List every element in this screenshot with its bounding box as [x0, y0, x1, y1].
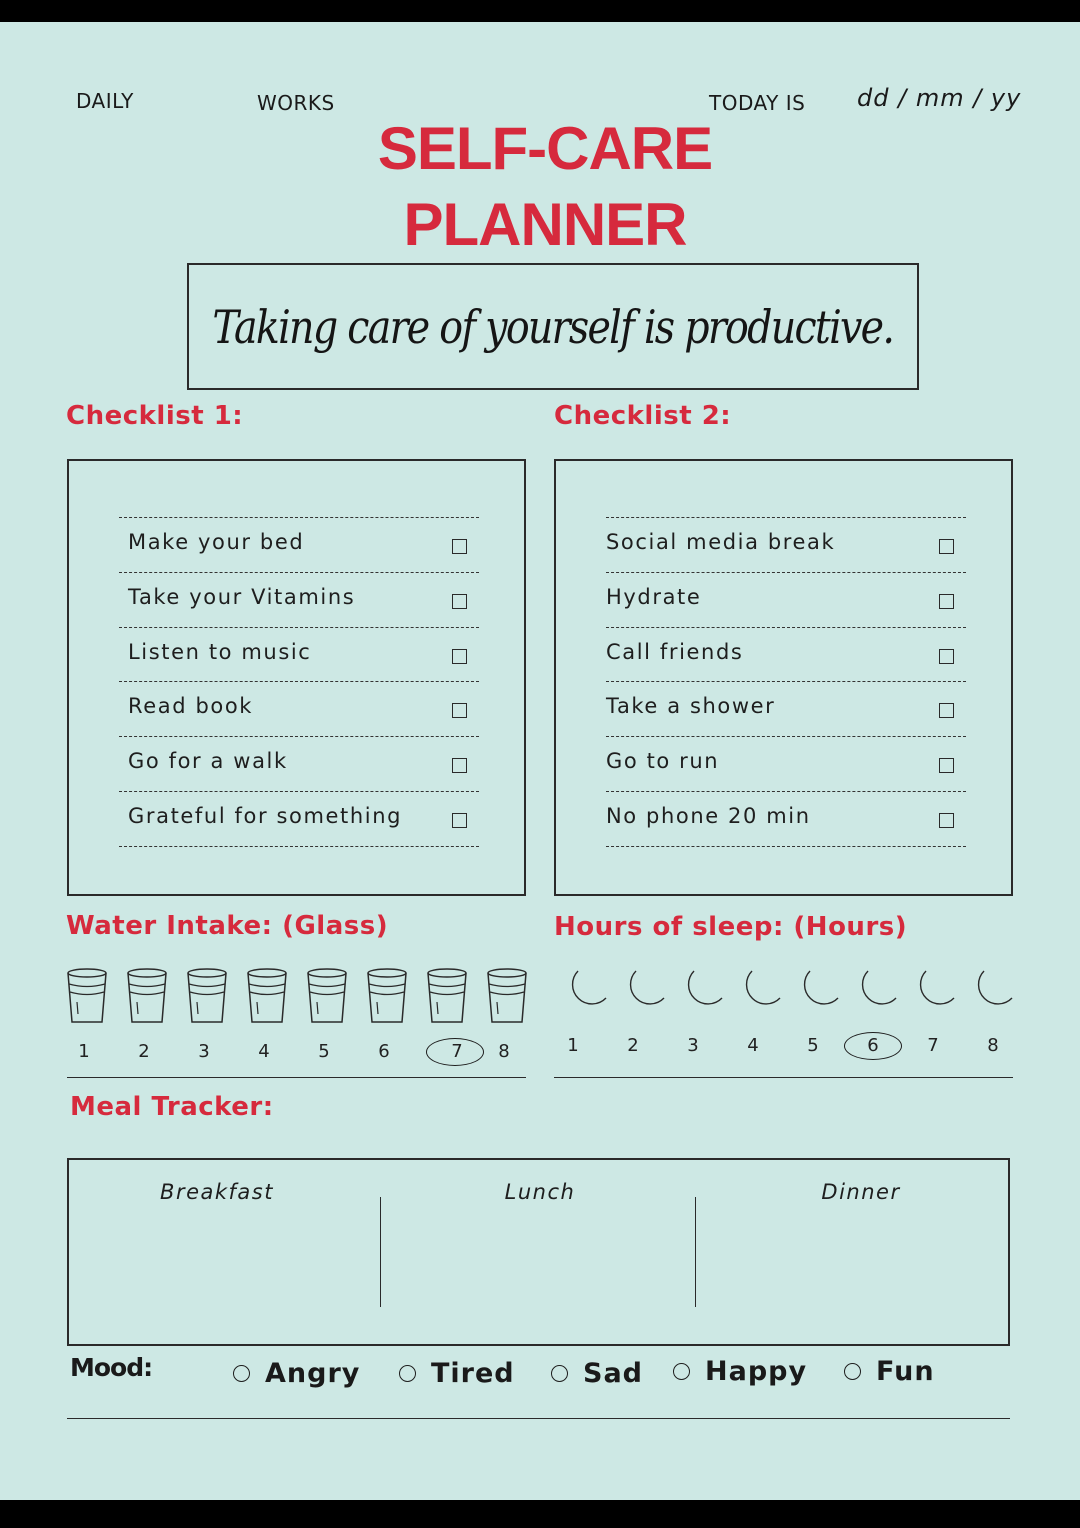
sleep-selected-ring	[844, 1032, 902, 1060]
checklist-divider	[606, 681, 966, 682]
checklist-item-label: Go for a walk	[128, 749, 288, 773]
water-number[interactable]: 2	[138, 1041, 150, 1062]
header-daily: DAILY	[76, 89, 134, 113]
water-number[interactable]: 5	[318, 1041, 330, 1062]
water-glass-icon[interactable]	[366, 968, 408, 1030]
checklist-divider	[119, 736, 479, 737]
checklist-item-label: Listen to music	[128, 640, 312, 664]
sleep-number[interactable]: 4	[747, 1035, 759, 1056]
water-glass-icon[interactable]	[306, 968, 348, 1030]
mood-radio[interactable]	[399, 1365, 416, 1382]
water-glass-icon[interactable]	[126, 968, 168, 1030]
checklist-divider	[606, 517, 966, 518]
mood-radio[interactable]	[233, 1365, 250, 1382]
moon-icon[interactable]	[622, 968, 666, 1014]
checklist-checkbox[interactable]	[452, 813, 467, 828]
water-number[interactable]: 3	[198, 1041, 210, 1062]
planner-page	[0, 22, 1080, 1500]
checklist-item-label: Take a shower	[606, 694, 776, 718]
mood-divider	[67, 1418, 1010, 1419]
mood-option-sad[interactable]	[551, 1358, 643, 1389]
water-intake-title: Water Intake: (Glass)	[66, 911, 389, 941]
meal-tracker-title: Meal Tracker:	[70, 1092, 274, 1122]
checklist-checkbox[interactable]	[939, 813, 954, 828]
mood-radio[interactable]	[844, 1363, 861, 1380]
checklist-divider	[606, 572, 966, 573]
checklist-item-label: Hydrate	[606, 585, 702, 609]
meal-lunch-label: Lunch	[504, 1180, 576, 1204]
checklist-item-label: No phone 20 min	[606, 804, 811, 828]
moon-icon[interactable]	[854, 968, 898, 1014]
water-divider	[67, 1077, 526, 1078]
water-glass-icon[interactable]	[186, 968, 228, 1030]
checklist-checkbox[interactable]	[452, 649, 467, 664]
checklist-1-box	[67, 459, 526, 896]
header-works: WORKS	[257, 91, 335, 115]
mood-option-angry[interactable]	[233, 1358, 360, 1389]
checklist-2-box	[554, 459, 1013, 896]
meal-divider-2	[695, 1197, 696, 1307]
water-number[interactable]: 8	[498, 1041, 510, 1062]
moon-icon[interactable]	[738, 968, 782, 1014]
meal-breakfast-label: Breakfast	[160, 1180, 274, 1204]
sleep-title: Hours of sleep: (Hours)	[554, 912, 908, 942]
checklist-checkbox[interactable]	[939, 703, 954, 718]
water-number[interactable]: 7	[451, 1041, 463, 1062]
water-number[interactable]: 1	[78, 1041, 90, 1062]
mood-option-label: Tired	[431, 1358, 515, 1389]
checklist-checkbox[interactable]	[939, 649, 954, 664]
water-number[interactable]: 6	[378, 1041, 390, 1062]
checklist-item-label: Take your Vitamins	[128, 585, 356, 609]
checklist-checkbox[interactable]	[452, 594, 467, 609]
checklist-item-label: Read book	[128, 694, 254, 718]
quote-text: Taking care of yourself is productive.	[212, 299, 894, 354]
checklist-divider	[119, 846, 479, 847]
checklist-divider	[119, 572, 479, 573]
mood-option-label: Angry	[265, 1358, 361, 1389]
checklist-1-title: Checklist 1:	[66, 401, 244, 431]
date-field[interactable]: dd / mm / yy	[857, 84, 1022, 112]
checklist-checkbox[interactable]	[939, 539, 954, 554]
moon-icon[interactable]	[912, 968, 956, 1014]
mood-radio[interactable]	[673, 1363, 690, 1380]
meal-divider-1	[380, 1197, 381, 1307]
checklist-item-label: Social media break	[606, 530, 836, 554]
checklist-item-label: Make your bed	[128, 530, 305, 554]
sleep-number[interactable]: 5	[807, 1035, 819, 1056]
header-today-is: TODAY IS	[709, 91, 806, 115]
moon-icon[interactable]	[680, 968, 724, 1014]
sleep-divider	[554, 1077, 1013, 1078]
water-glass-icon[interactable]	[66, 968, 108, 1030]
checklist-2-title: Checklist 2:	[554, 401, 732, 431]
moon-icon[interactable]	[970, 968, 1014, 1014]
water-glass-icon[interactable]	[246, 968, 288, 1030]
checklist-divider	[606, 627, 966, 628]
checklist-checkbox[interactable]	[452, 703, 467, 718]
checklist-divider	[606, 846, 966, 847]
sleep-number[interactable]: 8	[987, 1035, 999, 1056]
moon-icon[interactable]	[796, 968, 840, 1014]
checklist-checkbox[interactable]	[939, 594, 954, 609]
checklist-divider	[119, 681, 479, 682]
mood-option-label: Happy	[705, 1356, 808, 1387]
mood-radio[interactable]	[551, 1365, 568, 1382]
checklist-divider	[606, 791, 966, 792]
checklist-checkbox[interactable]	[452, 758, 467, 773]
page-title-line-1: SELF-CARE	[377, 115, 713, 182]
checklist-divider	[606, 736, 966, 737]
mood-option-tired[interactable]	[399, 1358, 515, 1389]
sleep-number[interactable]: 3	[687, 1035, 699, 1056]
sleep-number[interactable]: 1	[567, 1035, 579, 1056]
checklist-divider	[119, 627, 479, 628]
checklist-checkbox[interactable]	[452, 539, 467, 554]
moon-icon[interactable]	[564, 968, 608, 1014]
water-selected-ring	[426, 1038, 484, 1066]
checklist-item-label: Grateful for something	[128, 804, 403, 828]
mood-option-label: Sad	[583, 1358, 643, 1389]
mood-option-label: Fun	[876, 1356, 935, 1387]
mood-option-fun[interactable]	[844, 1356, 935, 1387]
checklist-divider	[119, 791, 479, 792]
mood-option-happy[interactable]	[673, 1356, 807, 1387]
checklist-divider	[119, 517, 479, 518]
water-number[interactable]: 4	[258, 1041, 270, 1062]
page-title-line-2: PLANNER	[403, 191, 687, 258]
water-glass-icon[interactable]	[426, 968, 468, 1030]
water-glass-icon[interactable]	[486, 968, 528, 1030]
mood-label: Mood:	[70, 1353, 153, 1382]
sleep-number[interactable]: 7	[927, 1035, 939, 1056]
checklist-checkbox[interactable]	[939, 758, 954, 773]
meal-dinner-label: Dinner	[821, 1180, 901, 1204]
checklist-item-label: Call friends	[606, 640, 744, 664]
checklist-item-label: Go to run	[606, 749, 720, 773]
sleep-number[interactable]: 2	[627, 1035, 639, 1056]
sleep-number[interactable]: 6	[867, 1035, 879, 1056]
quote-box	[187, 263, 919, 390]
